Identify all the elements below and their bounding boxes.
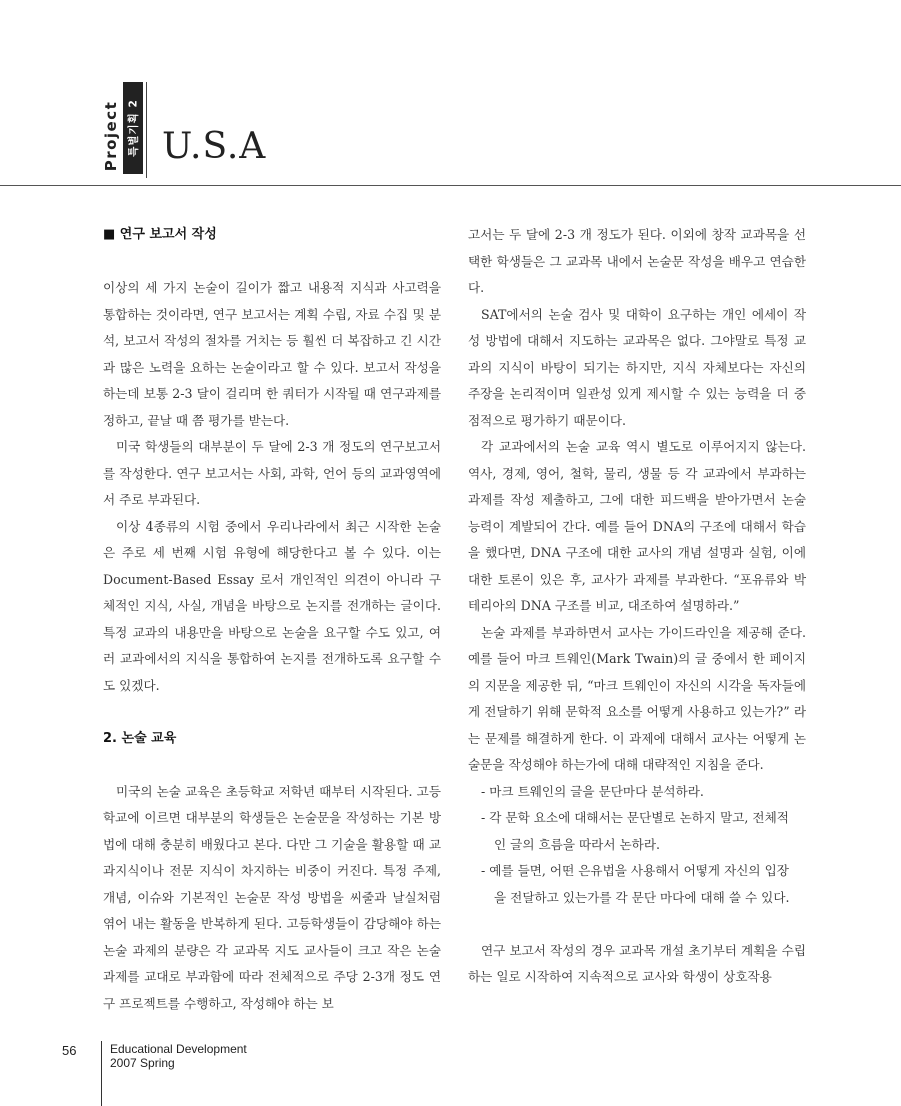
paragraph: 연구 보고서 작성의 경우 교과목 개설 초기부터 계획을 수립하는 일로 시작하여 지속적으로 교사와 학생이 상호작용 xyxy=(468,942,806,984)
paragraph: 미국의 논술 교육은 초등학교 저학년 때부터 시작된다. 고등학교에 이르면 대부분의 학생들은 논술문을 작성하는 기본 방법에 대해 충분히 배웠다고 본다. 다만 그 기술을 활용할 때 교과지식이나 전문 지식이 차지하는 비중이 커진다. 특정 주제, 개념, 이슈와 기본적인 논술문 작성 방법을 씨줄과 날실처럼 엮어 내는 활동을 반복하게 된다. 고등학생들이 감당해야 하는 논술 과제의 분량은 각 교과목 지도 교사들이 크고 작은 논술 과제를 교대로 부과함에 따라 전체적으로 주당 2-3개 정도 연구 프로젝트를 수행하고, 작성해야 하는 보 xyxy=(103,783,441,1011)
paragraph: 미국 학생들의 대부분이 두 달에 2-3 개 정도의 연구보고서를 작성한다. 연구 보고서는 사회, 과학, 언어 등의 교과영역에서 주로 부과된다. xyxy=(103,439,441,507)
paragraph: 논술 과제를 부과하면서 교사는 가이드라인을 제공해 준다. 예를 들어 마크 트웨인(Mark Twain)의 글 중에서 한 페이지의 지문을 제공한 뒤, “마크 트웨인이 자신의 시각을 독자들에게 전달하기 위해 문학적 요소를 어떻게 사용하고 있는가?” 라는 문제를 해결하게 한다. 이 과제에 대해서 교사는 어떻게 논술문을 작성해야 하는가에 대해 대략적인 지침을 준다. xyxy=(468,624,806,772)
header-rule xyxy=(0,185,901,186)
paragraph: 고서는 두 달에 2-3 개 정도가 된다. 이외에 창작 교과목을 선택한 학생들은 그 교과목 내에서 논술문 작성을 배우고 연습한다. xyxy=(468,227,806,295)
journal-name: Educational Development xyxy=(110,1042,247,1056)
paragraph: SAT에서의 논술 검사 및 대학이 요구하는 개인 에세이 작성 방법에 대해서 지도하는 교과목은 없다. 그야말로 특정 교과의 지식이 바탕이 되기는 하지만, 지식 자체보다는 자신의 주장을 논리적이며 일관성 있게 제시할 수 있는 능력을 더 중점적으로 평가하기 때문이다. xyxy=(468,306,806,428)
spacer xyxy=(103,249,441,276)
right-column xyxy=(468,222,806,991)
page-title: U.S.A xyxy=(162,126,267,167)
spacer xyxy=(103,699,441,726)
project-label xyxy=(97,96,125,176)
page-number: 56 xyxy=(62,1043,77,1058)
left-column xyxy=(103,222,441,1017)
special-feature-badge-text: 특별기획 2 xyxy=(127,99,140,157)
spacer xyxy=(103,752,441,779)
paragraph: 이상 4종류의 시험 중에서 우리나라에서 최근 시작한 논술은 주로 세 번째 시험 유형에 해당한다고 볼 수 있다. 이는 Document-Based Essay 로서 개인적인 의견이 아니라 구체적인 지식, 사실, 개념을 바탕으로 논지를 전개하는 글이다. 특정 교과의 내용만을 바탕으로 논술을 요구할 수도 있고, 여러 교과에서의 지식을 통합하여 논지를 전개하도록 요구할 수도 있겠다. xyxy=(103,518,441,693)
paragraph: 이상의 세 가지 논술이 길이가 짧고 내용적 지식과 사고력을 통합하는 것이라면, 연구 보고서는 계획 수립, 자료 수집 및 분석, 보고서 작성의 절차를 거치는 등 훨씬 더 복잡하고 긴 시간과 많은 노력을 요하는 논술이라고 할 수 있다. 보고서 작성을 하는데 보통 2-3 달이 걸리며 한 쿼터가 시작될 때 연구과제를 정하고, 끝날 때 쯤 평가를 받는다. xyxy=(103,280,441,428)
paragraph: 각 교과에서의 논술 교육 역시 별도로 이루어지지 않는다. 역사, 경제, 영어, 철학, 물리, 생물 등 각 교과에서 부과하는 과제를 작성 제출하고, 그에 대한 피드백을 받아가면서 논술 능력이 계발되어 간다. 예를 들어 DNA의 구조에 대해서 학습을 했다면, DNA 구조에 대한 교사의 개념 설명과 실험, 이에 대한 토론이 있은 후, 교사가 과제를 부과한다. “포유류와 박테리아의 DNA 구조를 비교, 대조하여 설명하라.” xyxy=(468,439,806,613)
issue-name: 2007 Spring xyxy=(110,1056,175,1070)
header-divider xyxy=(146,82,147,178)
spacer xyxy=(468,911,806,938)
guideline-item-continued: 인 글의 흐름을 따라서 논하라. xyxy=(494,836,661,852)
section-heading-essay-education: 2. 논술 교육 xyxy=(103,730,177,746)
guideline-item: - 각 문학 요소에 대해서는 문단별로 논하지 말고, 전체적 xyxy=(481,810,789,825)
project-label-text: Project xyxy=(102,100,120,172)
section-heading-research-report: ■ 연구 보고서 작성 xyxy=(103,227,217,242)
guideline-item-continued: 을 전달하고 있는가를 각 문단 마다에 대해 쓸 수 있다. xyxy=(494,889,790,905)
special-feature-badge xyxy=(123,82,143,174)
guideline-item: - 마크 트웨인의 글을 문단마다 분석하라. xyxy=(481,783,704,799)
guideline-item: - 예를 들면, 어떤 은유법을 사용해서 어떻게 자신의 입장 xyxy=(481,863,789,878)
footer-publication xyxy=(110,1042,247,1070)
footer-divider xyxy=(101,1041,102,1106)
